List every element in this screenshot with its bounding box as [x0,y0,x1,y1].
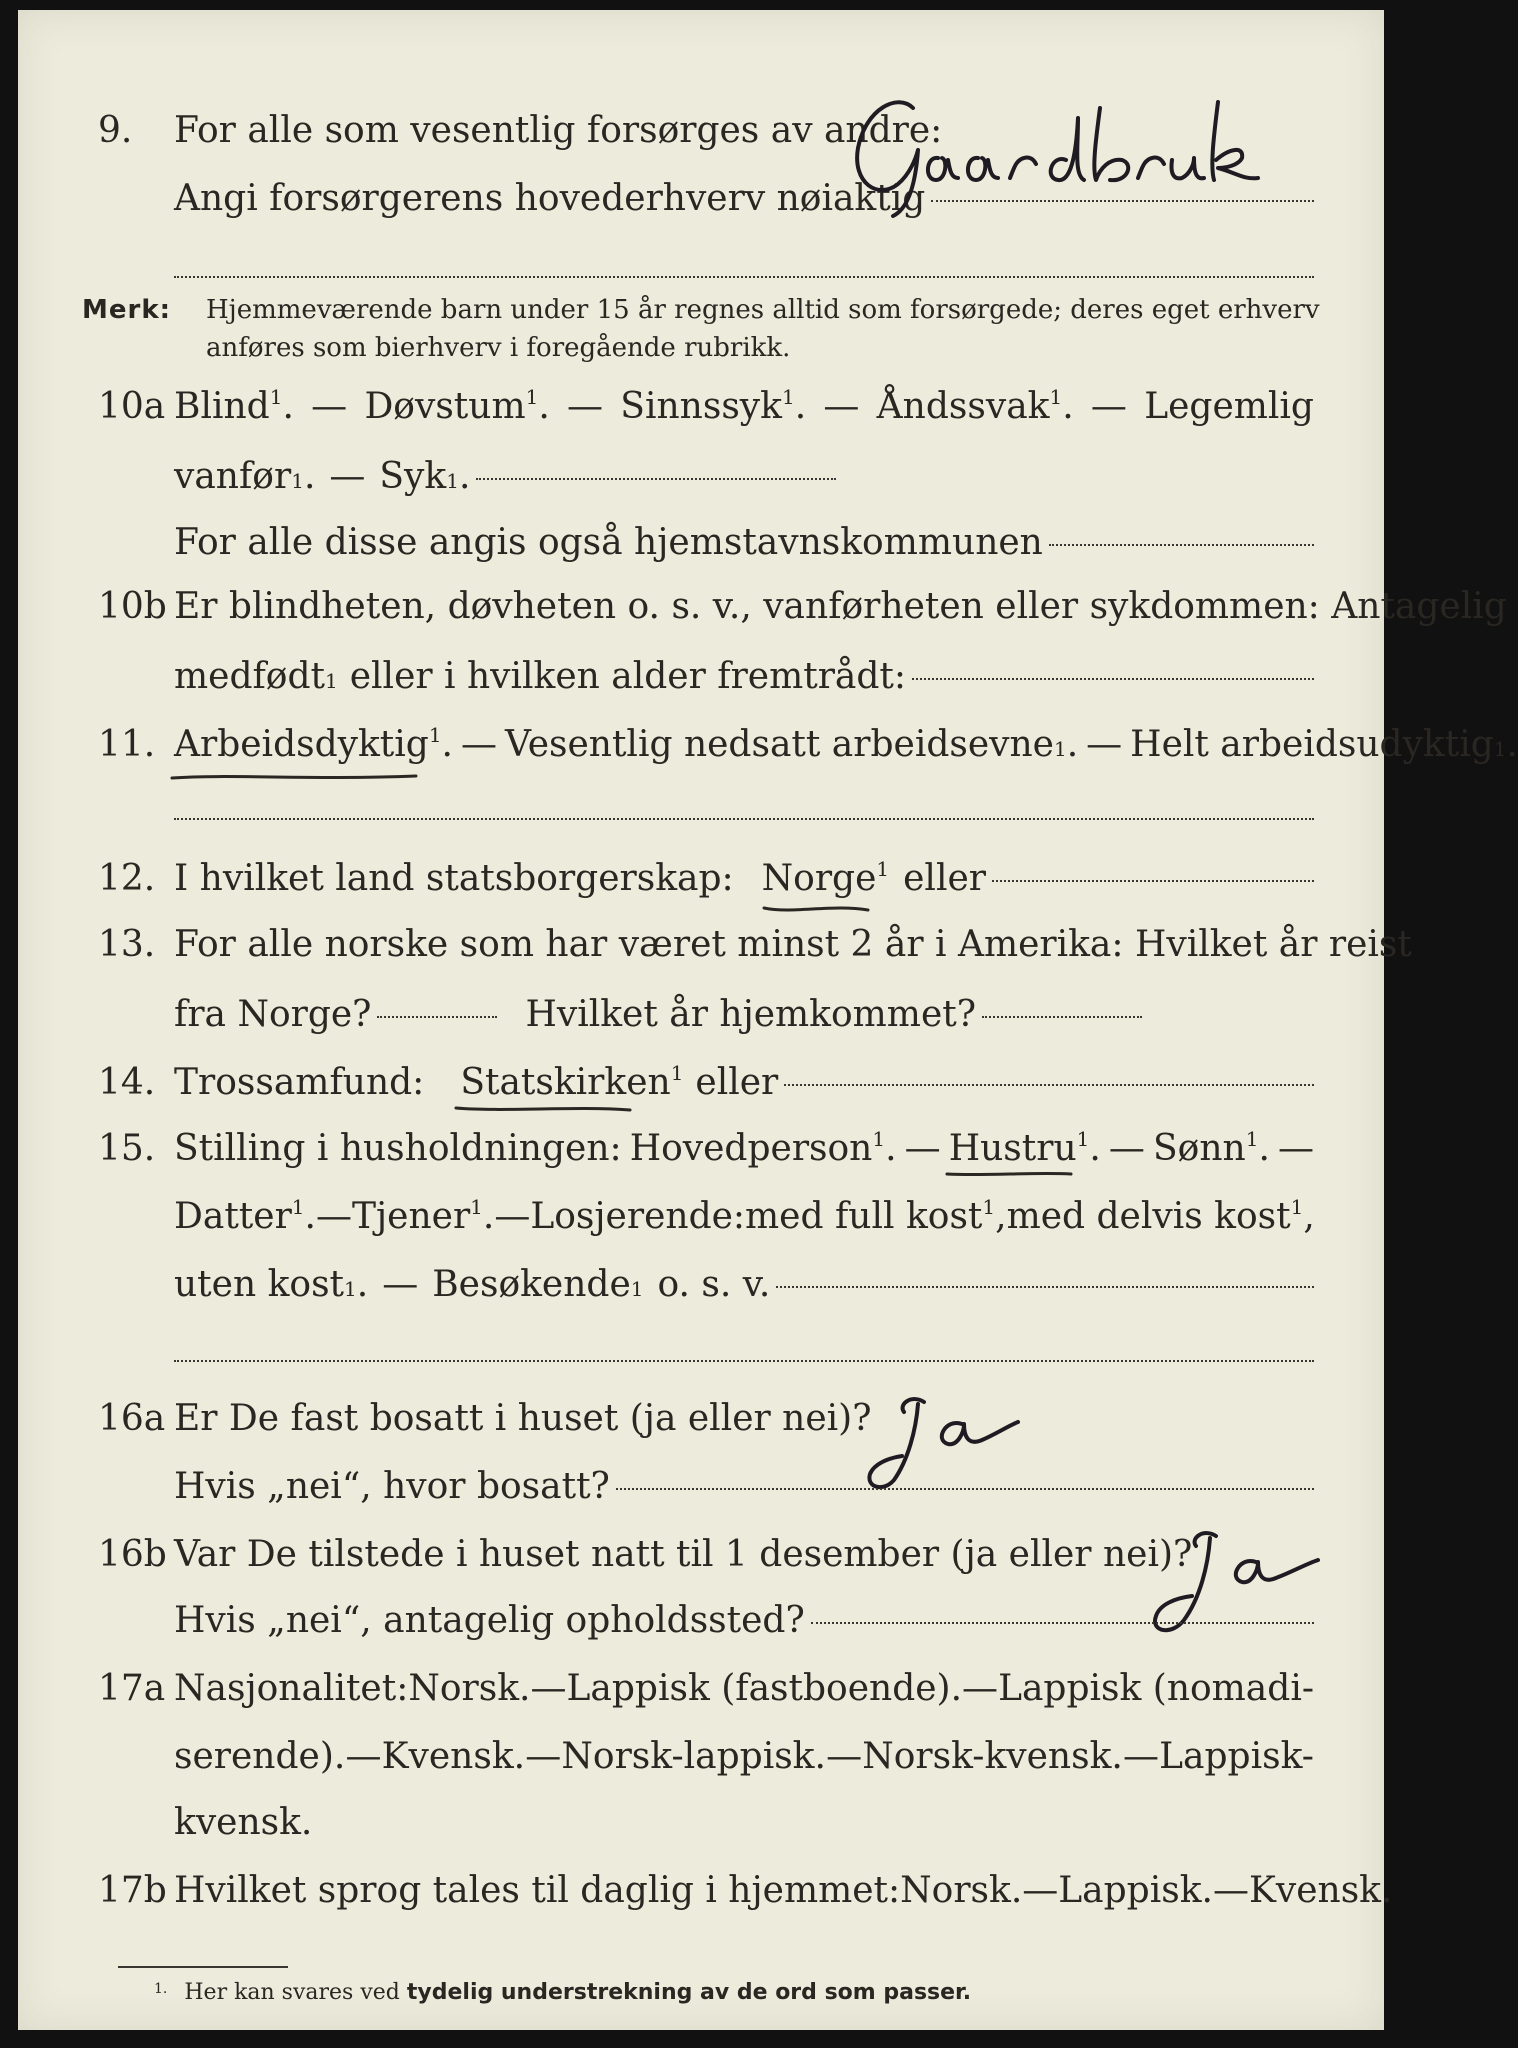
option-uten-kost[interactable]: uten kost [174,1264,345,1305]
option-sprog-lappisk[interactable]: Lappisk. [1058,1870,1213,1911]
answer-line[interactable] [776,1286,1314,1288]
answer-line[interactable] [1049,544,1314,546]
answer-line[interactable] [992,880,1314,882]
q17a-question: Nasjonalitet: [174,1668,409,1709]
underline-mark [454,1102,634,1116]
option-vanfor[interactable]: vanfør [174,456,292,497]
merk-text-line2: anføres som bierhverv i foregående rubrikk. [206,333,791,363]
answer-line[interactable] [931,200,1314,202]
option-legemlig[interactable]: Legemlig [1144,386,1314,427]
option-sinnssyk[interactable]: Sinnssyk [620,386,782,427]
option-full-kost[interactable]: med full kost [745,1196,983,1237]
footnote-number: 1. [154,1981,168,1997]
q15-answer-line[interactable] [174,1360,1314,1362]
option-losjerende[interactable]: Losjerende: [530,1196,746,1237]
q10b-question-line1: Er blindheten, døvheten o. s. v., vanførheten eller sykdommen: Antagelig [174,586,1507,627]
answer-line[interactable] [784,1084,1314,1086]
option-norsk[interactable]: Norsk. [408,1668,531,1709]
option-norsk-kvensk[interactable]: Norsk-kvensk. [862,1736,1123,1777]
option-syk[interactable]: Syk [379,456,447,497]
option-vesentlig-nedsatt[interactable]: Vesentlig nedsatt arbeidsevne [505,724,1054,765]
answer-line[interactable] [616,1488,1314,1490]
option-lappisk-fastboende[interactable]: Lappisk (fastboende). [566,1668,963,1709]
q9-question-line1: For alle som vesentlig forsørges av andre: [174,110,943,151]
q13-reist-text: fra Norge? [174,994,372,1035]
option-lappisk-nomadiserende[interactable]: Lappisk (nomadi- [998,1668,1314,1709]
q14-eller: eller [695,1062,779,1103]
q10a-hjemstavn-text: For alle disse angis også hjemstavnskommunen [174,522,1043,563]
q10a-number: 10a [98,386,166,427]
option-statskirken[interactable]: Statskirken [460,1062,671,1103]
underline-mark [945,1168,1075,1182]
option-datter[interactable]: Datter [174,1196,292,1237]
footnote-text: Her kan svares ved [184,1980,400,2005]
option-medfodt[interactable]: medfødt [174,656,325,697]
q11-answer-line[interactable] [174,818,1314,820]
merk-text-line1: Hjemmeværende barn under 15 år regnes alltid som forsørgede; deres eget erhverv [206,295,1320,325]
option-helt-arbeidsudyktig[interactable]: Helt arbeidsudyktig [1130,724,1494,765]
q17b-question: Hvilket sprog tales til daglig i hjemmet: [174,1870,901,1911]
option-lappisk-kvensk-cont[interactable]: kvensk. [174,1802,313,1843]
underline-mark [762,902,872,916]
q15-osv: o. s. v. [657,1264,771,1305]
q11-number: 11. [98,724,156,765]
option-lappisk-nomadiserende-cont[interactable]: serende). [174,1736,346,1777]
footnote-bold-text: tydelig understrekning av de ord som passer. [406,1980,972,2005]
q13-question-line1: For alle norske som har været minst 2 år i Amerika: Hvilket år reist [174,924,1412,965]
q10b-number: 10b [98,586,167,627]
q10b-question-line2: eller i hvilken alder fremtrådt: [349,656,907,697]
option-norge[interactable]: Norge [761,858,877,899]
option-hovedperson[interactable]: Hovedperson [629,1128,873,1169]
answer-line[interactable] [912,678,1314,680]
q12-question: I hvilket land statsborgerskap: [174,858,734,899]
q16b-followup: Hvis „nei“, antagelig opholdssted? [174,1600,805,1641]
q16a-question: Er De fast bosatt i huset (ja eller nei)? [174,1398,872,1439]
q15-number: 15. [98,1128,156,1169]
merk-label: Merk: [82,295,172,325]
option-arbeidsdyktig[interactable]: Arbeidsdyktig [174,724,429,765]
q12-eller: eller [903,858,986,899]
q17b-number: 17b [98,1870,167,1911]
option-lappisk-kvensk[interactable]: Lappisk- [1159,1736,1314,1777]
q14-question: Trossamfund: [174,1062,425,1103]
option-norsk-lappisk[interactable]: Norsk-lappisk. [561,1736,826,1777]
q13-hjemkommet-text: Hvilket år hjemkommet? [525,994,977,1035]
option-tjener[interactable]: Tjener [351,1196,471,1237]
option-sprog-kvensk[interactable]: Kvensk. [1248,1870,1393,1911]
option-besokende[interactable]: Besøkende [432,1264,631,1305]
census-form-page: 9. For alle som vesentlig forsørges av andre: Angi forsørgerens hovederhverv nøiaktig Merk: Hjemmeværende barn under 15 år regnes alltid som forsørgede; deres eget erhverv anføres som bierhverv i foregående rubrikk. 10a Blind$^1$. — Døvstum$^1$. — Sinnssyk$^1$. — Åndssvak$^1$. — Legemlig vanfør 1 . — Syk 1 . For alle disse angis også hjemstavnskommunen 10b Er blindheten, døvheten o. s. v., vanførheten eller sykdommen: Antagelig medfødt 1 eller i hvilken alder fremtrådt: 11. Arbeidsdyktig$^1$. — Vesentlig nedsatt arbeidsevne 1 . — Helt arbeidsudyktig 1 . 12. I hvilket land statsborgerskap: Norge$^1$ eller 13. For alle norske som har været minst 2 år i Amerika: Hvilket år reist fra Norge? Hvilket år hjemkommet? 14. Trossamfund: Statskirken$^1$ eller 15. Stilling i husholdningen: Hovedperson$^1$. — Hustru$^1$. — Sønn$^1$. — Datter$^1$. — Tjener$^1$. — Losjerende: med full kost$^1$, med delvis kost$^1$, uten kost 1 . — Besøkende 1 o. s. v. 16a Er De fast bosatt i huset (ja eller nei)? Hvis „nei“, hvor bosatt? 16b Var De tilstede i huset natt til 1 desember (ja eller nei)? Hvis „nei“, antagelig opholdssted? 17a Nasjonalitet: Norsk. — Lappisk (fastboende). — Lappisk (nomadi- serende). — Kvensk. — Norsk-lappisk. — Norsk-kvensk. — Lappisk- kvensk. 17b Hvilket sprog tales til daglig i hjemmet: Norsk. — Lappisk. — Kvensk. $^{1.}$ Her kan svares ved tydelig understrekning av de ord som passer. [18,10,1384,2030]
option-andssvak[interactable]: Åndssvak [876,386,1050,427]
option-blind[interactable]: Blind [174,386,270,427]
option-sonn[interactable]: Sønn [1152,1128,1246,1169]
q16b-number: 16b [98,1534,167,1575]
option-dovstum[interactable]: Døvstum [364,386,526,427]
underline-mark [170,770,420,784]
q12-number: 12. [98,858,156,899]
q13-number: 13. [98,924,156,965]
footnote-divider [118,1966,288,1968]
option-delvis-kost[interactable]: med delvis kost [1006,1196,1291,1237]
answer-line[interactable] [377,1016,497,1018]
q16b-question: Var De tilstede i huset natt til 1 desember (ja eller nei)? [174,1534,1193,1575]
answer-line[interactable] [476,478,836,480]
q9-number: 9. [98,110,133,151]
answer-line[interactable] [811,1622,1314,1624]
q14-number: 14. [98,1062,156,1103]
q17a-number: 17a [98,1668,166,1709]
footnote [154,1980,971,2005]
answer-line[interactable] [982,1016,1142,1018]
q15-question: Stilling i husholdningen: [174,1128,622,1169]
q16a-number: 16a [98,1398,166,1439]
q9-question-line2: Angi forsørgerens hovederhverv nøiaktig [174,178,926,219]
option-sprog-norsk[interactable]: Norsk. [900,1870,1023,1911]
q16a-followup: Hvis „nei“, hvor bosatt? [174,1466,610,1507]
q9-extra-answer-line[interactable] [174,276,1314,278]
option-kvensk[interactable]: Kvensk. [381,1736,526,1777]
option-hustru[interactable]: Hustru [948,1128,1077,1169]
